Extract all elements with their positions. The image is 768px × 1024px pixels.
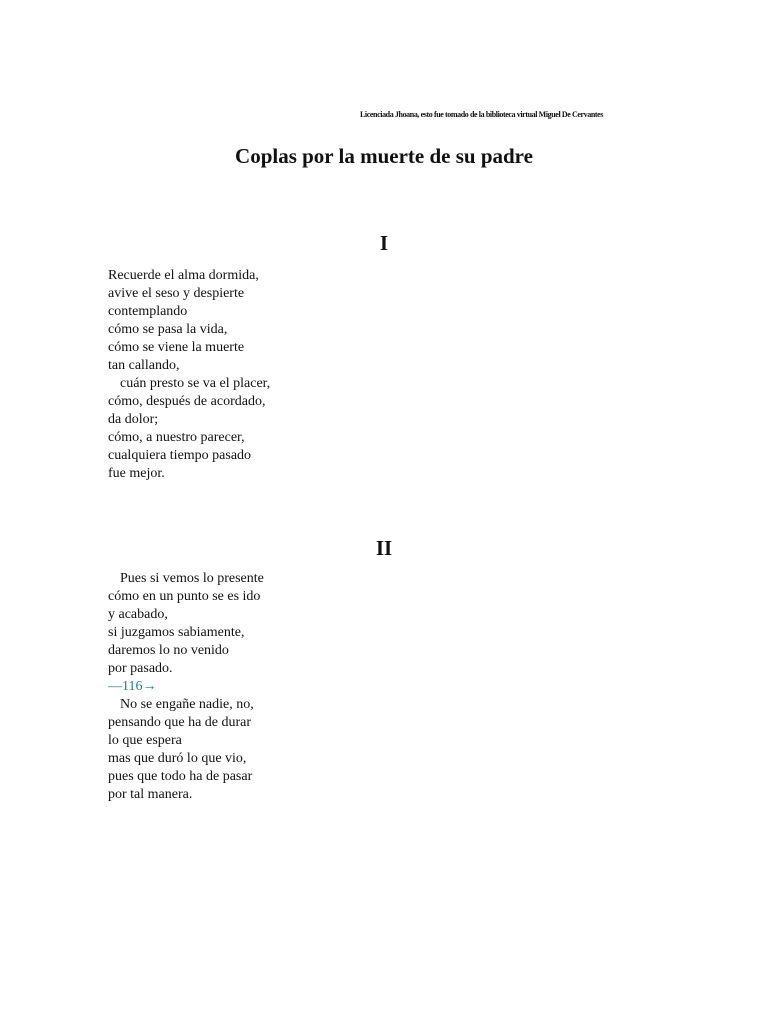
verse-line: cómo se viene la muerte: [108, 340, 245, 355]
verse-line: tan callando,: [108, 358, 180, 373]
verse-line: cuán presto se va el placer,: [120, 376, 271, 391]
stanza-1: [108, 267, 508, 483]
section-heading-2: II: [375, 536, 393, 560]
verse-line: fue mejor.: [108, 466, 165, 481]
verse-line: da dolor;: [108, 412, 159, 427]
page-number-link[interactable]: —116→: [108, 679, 157, 694]
verse-line: si juzgamos sabiamente,: [108, 625, 245, 640]
verse-line: mas que duró lo que vio,: [108, 751, 247, 766]
verse-line: contemplando: [108, 304, 188, 319]
verse-line: Pues si vemos lo presente: [120, 571, 264, 586]
verse-line: cómo se pasa la vida,: [108, 322, 228, 337]
verse-line: pensando que ha de durar: [108, 715, 252, 730]
stanza-2: [108, 570, 508, 804]
verse-line: avive el seso y despierte: [108, 286, 245, 301]
verse-line: cómo en un punto se es ido: [108, 589, 261, 604]
verse-line: pues que todo ha de pasar: [108, 769, 253, 784]
verse-line: por tal manera.: [108, 787, 193, 802]
verse-line: Recuerde el alma dormida,: [108, 268, 259, 283]
section-heading-1: I: [379, 231, 389, 255]
poem-title: Coplas por la muerte de su padre: [235, 144, 533, 168]
verse-line: cómo, a nuestro parecer,: [108, 430, 245, 445]
verse-line: cualquiera tiempo pasado: [108, 448, 252, 463]
verse-line: cómo, después de acordado,: [108, 394, 266, 409]
verse-line: lo que espera: [108, 733, 182, 748]
verse-line: por pasado.: [108, 661, 173, 676]
verse-line: y acabado,: [108, 607, 168, 622]
header-note: Licenciada Jhoana, esto fue tomado de la biblioteca virtual Miguel De Cervantes: [360, 110, 604, 119]
verse-line: daremos lo no venido: [108, 643, 229, 658]
verse-line: No se engañe nadie, no,: [120, 697, 254, 712]
